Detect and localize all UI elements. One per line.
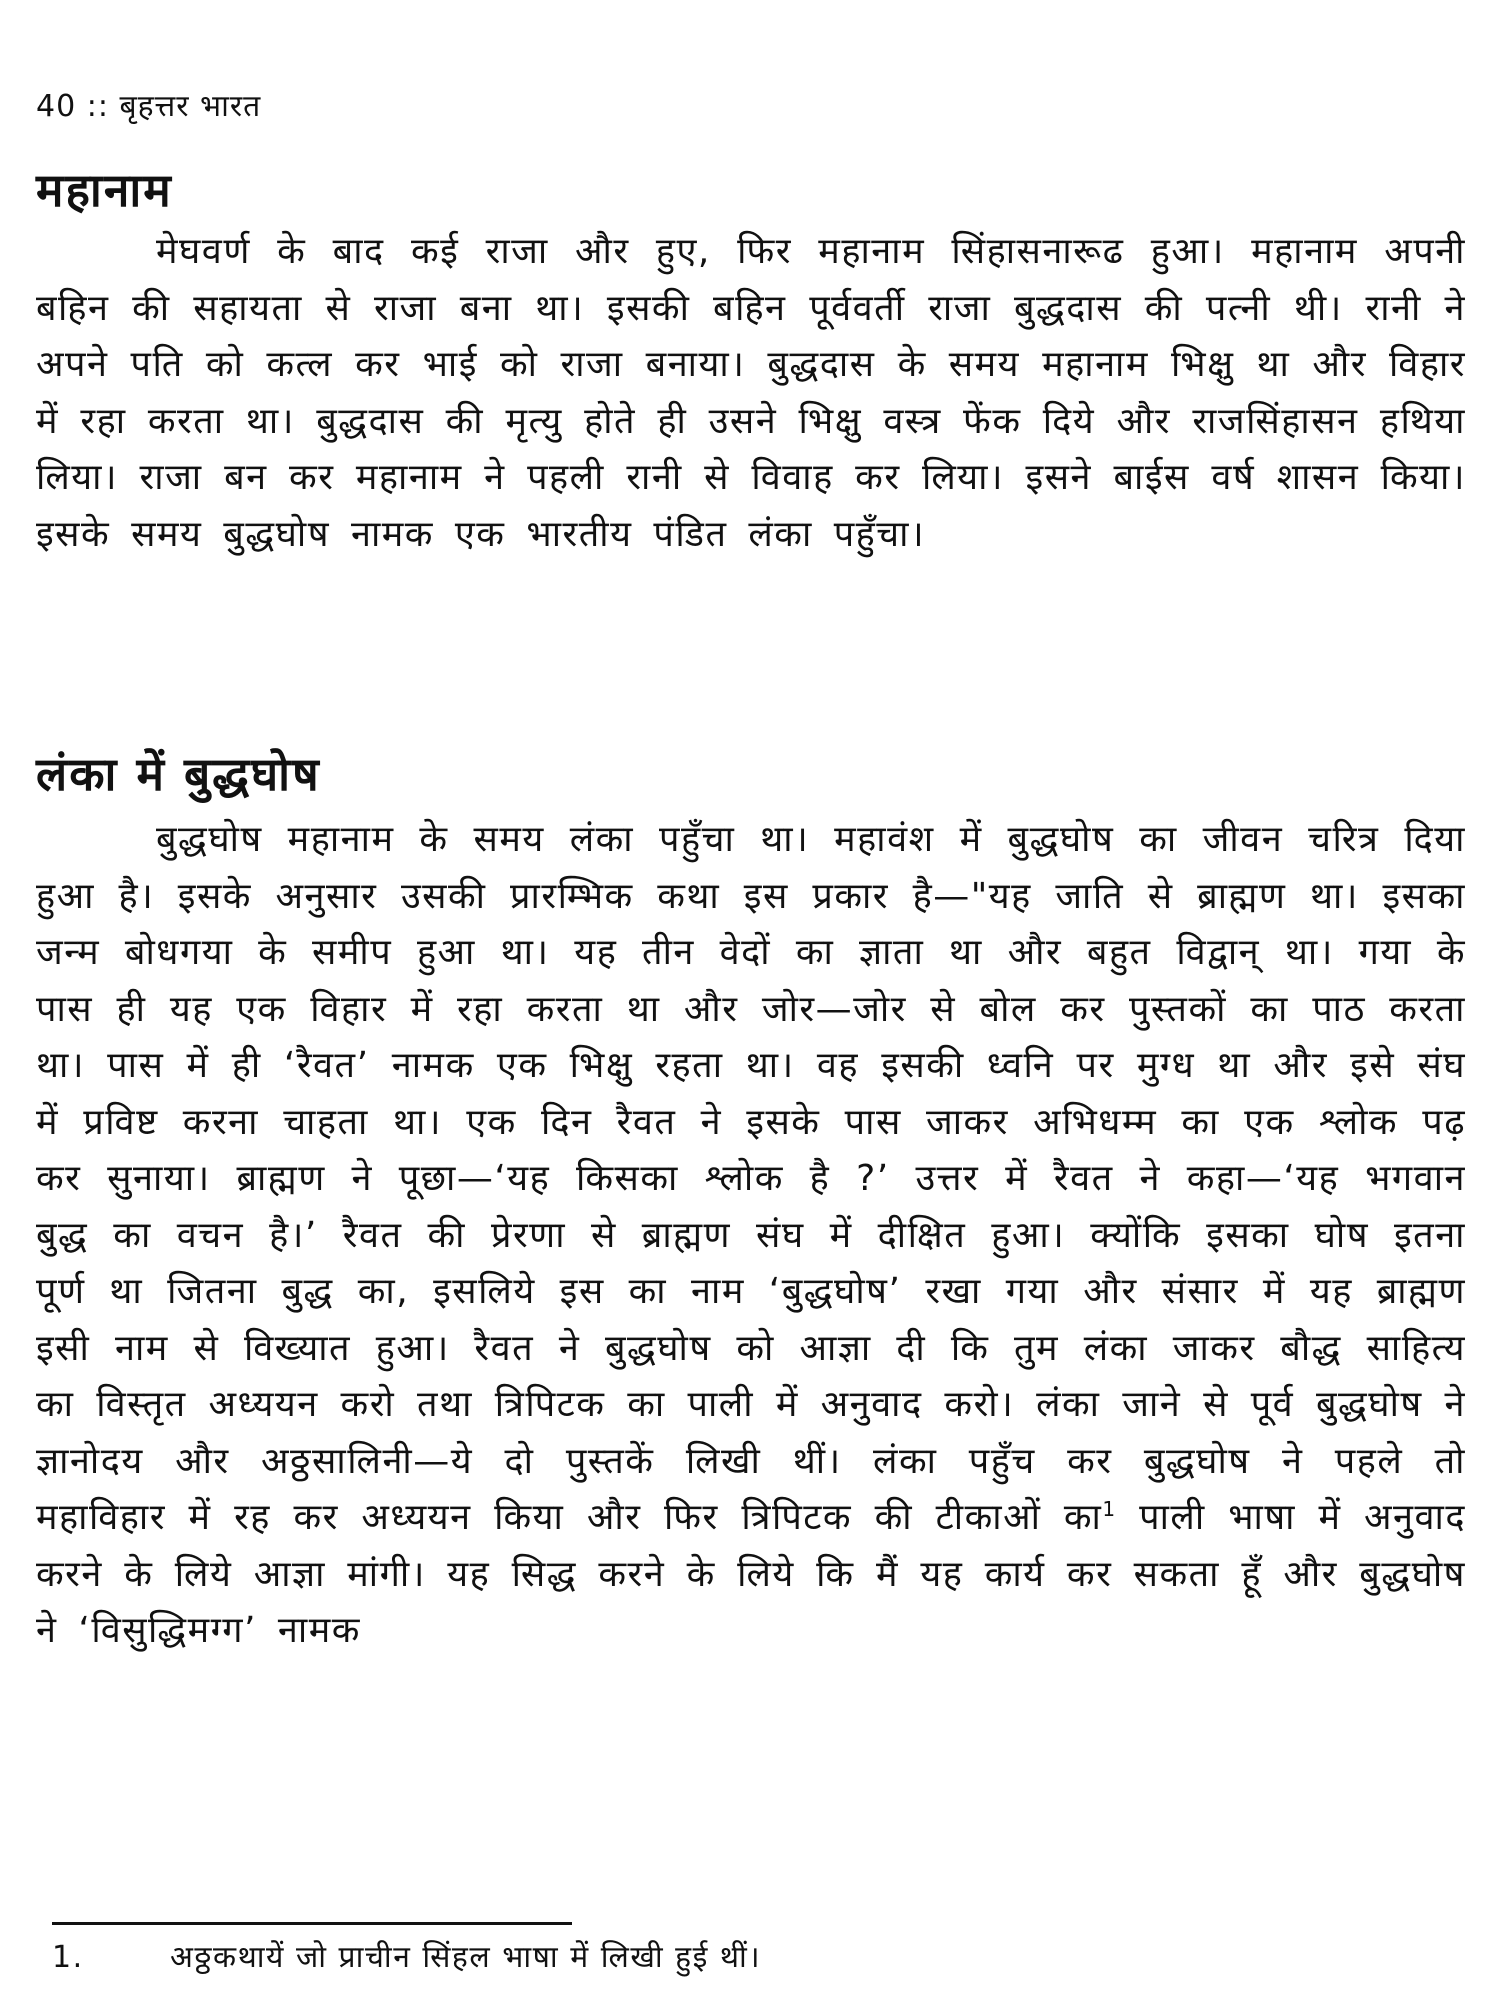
section-heading-mahanam: महानाम: [36, 163, 173, 217]
footnote: [52, 1935, 1352, 1976]
paragraph-text-part-2: पाली भाषा में अनुवाद करने के लिये आज्ञा मांगी। यह सिद्ध करने के लिये कि मैं यह कार्य कर सकता हूँ और बुद्धघोष ने ‘विसुद्धिमग्ग’ नामक: [36, 1497, 1466, 1651]
footnote-number: 1.: [52, 1940, 84, 1975]
paragraph-buddhaghosh: [36, 812, 1466, 1660]
footnote-marker: 1: [1102, 1497, 1117, 1521]
footnote-divider: [52, 1922, 572, 1925]
running-head: 40 :: बृहत्तर भारत: [36, 89, 262, 124]
footnote-text: अठ्ठकथायें जो प्राचीन सिंहल भाषा में लिखी हुई थीं।: [170, 1940, 762, 1975]
section-heading-buddhaghosh: लंका में बुद्धघोष: [36, 747, 321, 801]
paragraph-mahanam: मेघवर्ण के बाद कई राजा और हुए, फिर महानाम सिंहासनारूढ हुआ। महानाम अपनी बहिन की सहायता से राजा बना था। इसकी बहिन पूर्ववर्ती राजा बुद्धदास की पत्नी थी। रानी ने अपने पति को कत्ल कर भाई को राजा बनाया। बुद्धदास के समय महानाम भिक्षु था और विहार में रहा करता था। बुद्धदास की मृत्यु होते ही उसने भिक्षु वस्त्र फेंक दिये और राजसिंहासन हथिया लिया। राजा बन कर महानाम ने पहली रानी से विवाह कर लिया। इसने बाईस वर्ष शासन किया। इसके समय बुद्धघोष नामक एक भारतीय पंडित लंका पहुँचा।: [36, 231, 1466, 555]
paragraph-text-part-1: बुद्धघोष महानाम के समय लंका पहुँचा था। महावंश में बुद्धघोष का जीवन चरित्र दिया हुआ है। इसके अनुसार उसकी प्रारम्भिक कथा इस प्रकार है—"यह जाति से ब्राह्मण था। इसका जन्म बोधगया के समीप हुआ था। यह तीन वेदों का ज्ञाता था और बहुत विद्वान् था। गया के पास ही यह एक विहार में रहा करता था और जोर—जोर से बोल कर पुस्तकों का पाठ करता था। पास में ही ‘रैवत’ नामक एक भिक्षु रहता था। वह इसकी ध्वनि पर मुग्ध था और इसे संघ में प्रविष्ट करना चाहता था। एक दिन रैवत ने इसके पास जाकर अभिधम्म का एक श्लोक पढ़ कर सुनाया। ब्राह्मण ने पूछा—‘यह किसका श्लोक है ?’ उत्तर में रैवत ने कहा—‘यह भगवान बुद्ध का वचन है।’ रैवत की प्रेरणा से ब्राह्मण संघ में दीक्षित हुआ। क्योंकि इसका घोष इतना पूर्ण था जितना बुद्ध का, इसलिये इस का नाम ‘बुद्धघोष’ रखा गया और संसार में यह ब्राह्मण इसी नाम से विख्यात हुआ। रैवत ने बुद्धघोष को आज्ञा दी कि तुम लंका जाकर बौद्ध साहित्य का विस्तृत अध्ययन करो तथा त्रिपिटक का पाली में अनुवाद करो। लंका जाने से पूर्व बुद्धघोष ने ज्ञानोदय और अठ्ठसालिनी—ये दो पुस्तकें लिखी थीं। लंका पहुँच कर बुद्धघोष ने पहले तो महाविहार में रह कर अध्ययन किया और फिर त्रिपिटक की टीकाओं का: [36, 819, 1466, 1538]
